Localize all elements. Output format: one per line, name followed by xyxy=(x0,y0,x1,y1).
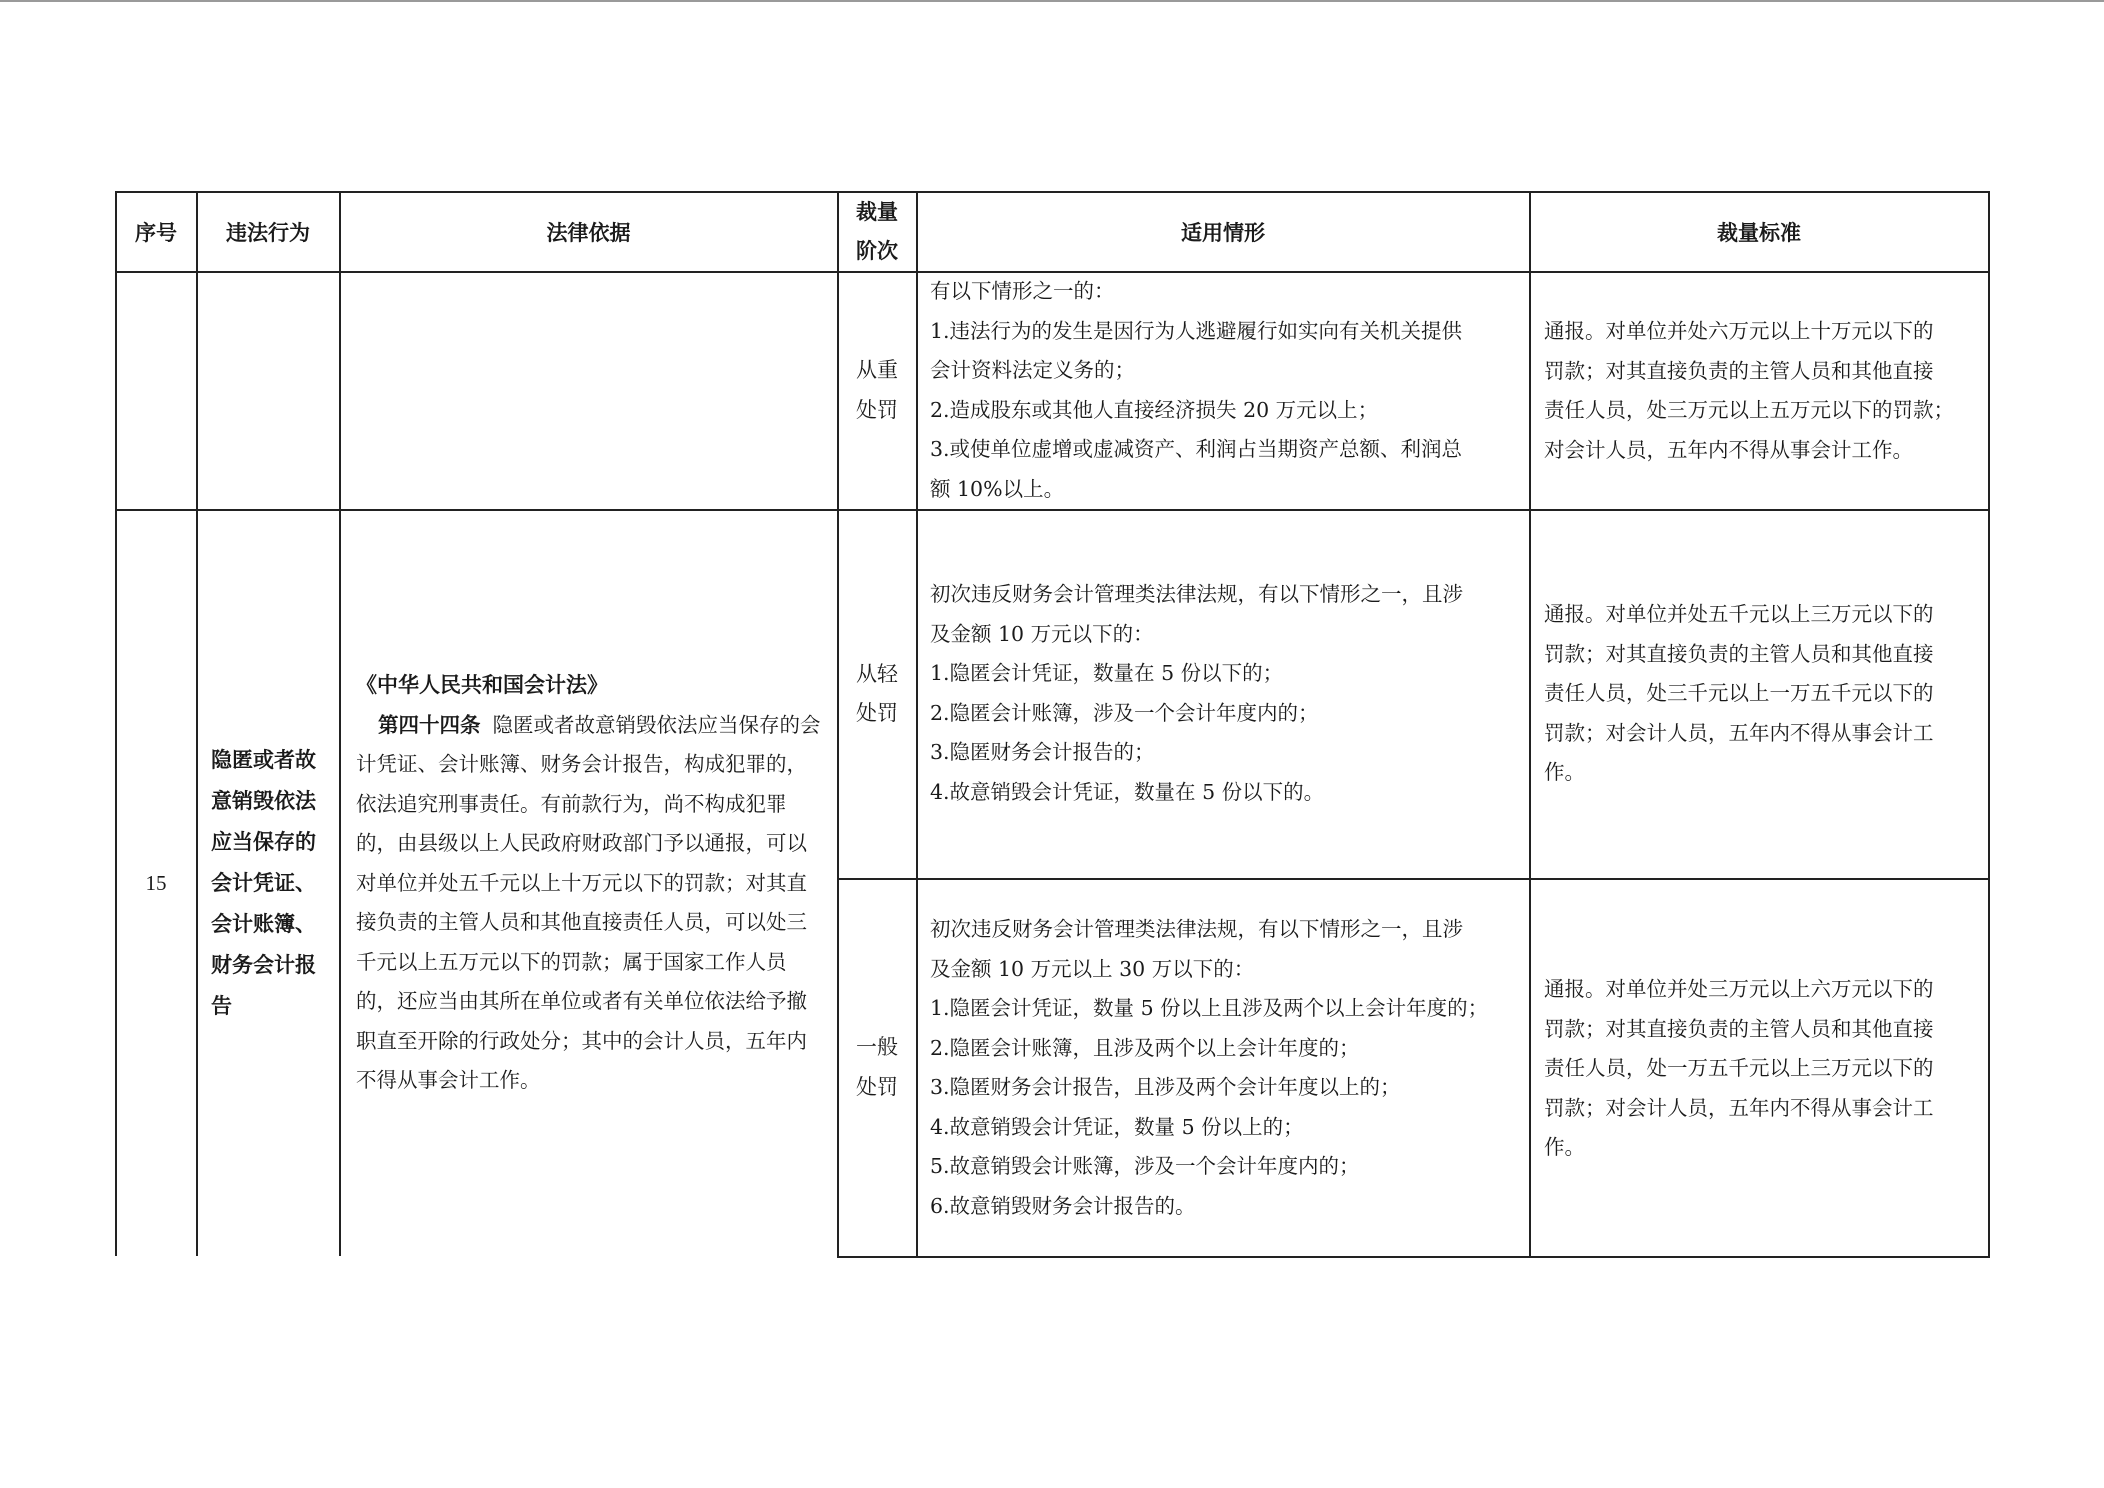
light-standard-line: 罚款；对其直接负责的主管人员和其他直接 xyxy=(1544,641,1934,666)
cont-situation-line: 额 10%以上。 xyxy=(930,476,1065,501)
light-situation-line: 初次违反财务会计管理类法律法规，有以下情形之一，且涉 xyxy=(930,582,1463,606)
header-situation xyxy=(917,192,1529,271)
cont-standard xyxy=(1544,312,1984,470)
basis-article-number: 第四十四条 xyxy=(378,712,481,737)
general-situation-line: 及金额 10 万元以上 30 万以下的： xyxy=(930,956,1255,981)
light-level-text: 从轻 处罚 xyxy=(856,661,898,725)
behavior-line: 会计账簿、 xyxy=(211,911,316,936)
header-standard-text: 裁量标准 xyxy=(1717,220,1801,245)
general-level xyxy=(838,879,916,1256)
light-standard-line: 作。 xyxy=(1544,760,1585,784)
row-divider xyxy=(115,509,1990,511)
cont-situation-line: 1.违法行为的发生是因行为人逃避履行如实向有关机关提供 xyxy=(930,318,1463,343)
cont-level xyxy=(838,272,916,509)
general-standard-line: 罚款；对其直接负责的主管人员和其他直接 xyxy=(1544,1016,1934,1041)
cont-situation xyxy=(930,272,1525,509)
general-standard-line: 责任人员，处一万五千元以上三万元以下的 xyxy=(1544,1056,1934,1080)
table-bottom-line xyxy=(837,1256,1990,1258)
general-level-text: 一般 处罚 xyxy=(856,1035,898,1099)
general-standard-line: 作。 xyxy=(1544,1135,1585,1159)
general-situation xyxy=(930,910,1525,1226)
general-situation-line: 5.故意销毁会计账簿，涉及一个会计年度内的； xyxy=(930,1154,1360,1178)
cont-standard-line: 对会计人员，五年内不得从事会计工作。 xyxy=(1544,437,1913,462)
header-level xyxy=(838,192,916,271)
sub-row-divider xyxy=(837,878,1990,880)
light-standard-line: 通报。对单位并处五千元以上三万元以下的 xyxy=(1544,602,1934,626)
header-situation-text: 适用情形 xyxy=(1181,220,1265,245)
general-standard-line: 通报。对单位并处三万元以上六万元以下的 xyxy=(1544,977,1934,1001)
light-level xyxy=(838,510,916,878)
general-situation-line: 3.隐匿财务会计报告，且涉及两个会计年度以上的； xyxy=(930,1075,1401,1099)
light-situation-line: 4.故意销毁会计凭证，数量在 5 份以下的。 xyxy=(930,779,1325,804)
row15-no xyxy=(116,510,196,1256)
cont-standard-line: 责任人员，处三万元以上五万元以下的罚款； xyxy=(1544,398,1954,422)
general-situation-line: 4.故意销毁会计凭证，数量 5 份以上的； xyxy=(930,1114,1304,1139)
cont-situation-line: 有以下情形之一的： xyxy=(930,279,1115,303)
row15-no-text: 15 xyxy=(145,870,167,895)
behavior-line: 隐匿或者故 xyxy=(211,747,316,772)
cont-situation-line: 会计资料法定义务的； xyxy=(930,358,1135,382)
light-standard-line: 责任人员，处三千元以上一万五千元以下的 xyxy=(1544,681,1934,705)
light-situation-line: 3.隐匿财务会计报告的； xyxy=(930,740,1155,764)
general-situation-line: 2.隐匿会计账簿，且涉及两个以上会计年度的； xyxy=(930,1035,1360,1060)
col-divider-4 xyxy=(916,191,918,1257)
light-standard xyxy=(1544,595,1984,793)
light-situation-line: 1.隐匿会计凭证，数量在 5 份以下的； xyxy=(930,661,1284,685)
behavior-line: 应当保存的 xyxy=(211,829,316,854)
table-border-right xyxy=(1988,191,1990,1257)
cont-standard-line: 通报。对单位并处六万元以上十万元以下的 xyxy=(1544,319,1934,343)
basis-paragraph xyxy=(356,713,821,1093)
behavior-line: 意销毁依法 xyxy=(211,788,316,813)
header-no-text: 序号 xyxy=(135,220,177,245)
header-no xyxy=(116,192,196,271)
light-situation xyxy=(930,575,1525,812)
header-standard xyxy=(1530,192,1988,271)
general-situation-line: 6.故意销毁财务会计报告的。 xyxy=(930,1193,1196,1218)
cont-situation-line: 2.造成股东或其他人直接经济损失 20 万元以上； xyxy=(930,397,1379,422)
page-top-border xyxy=(0,0,2104,2)
basis-law-title: 《中华人民共和国会计法》 xyxy=(356,673,608,697)
general-situation-line: 初次违反财务会计管理类法律法规，有以下情形之一，且涉 xyxy=(930,917,1463,941)
header-basis xyxy=(340,192,837,271)
row15-basis xyxy=(340,666,837,1101)
behavior-line: 财务会计报 xyxy=(211,952,316,977)
light-situation-line: 及金额 10 万元以下的： xyxy=(930,621,1154,646)
behavior-line: 告 xyxy=(211,993,232,1018)
cont-standard-line: 罚款；对其直接负责的主管人员和其他直接 xyxy=(1544,358,1934,383)
general-standard xyxy=(1544,970,1984,1168)
light-situation-line: 2.隐匿会计账簿，涉及一个会计年度内的； xyxy=(930,700,1319,725)
row15-behavior xyxy=(197,510,339,1256)
header-level-text: 裁量 阶次 xyxy=(856,199,898,263)
header-behavior-text: 违法行为 xyxy=(226,220,310,245)
general-situation-line: 1.隐匿会计凭证，数量 5 份以上且涉及两个以上会计年度的； xyxy=(930,996,1489,1020)
header-basis-text: 法律依据 xyxy=(546,220,631,245)
cont-level-text: 从重 处罚 xyxy=(856,358,898,422)
col-divider-5 xyxy=(1529,191,1531,1257)
basis-article-text: 隐匿或者故意销毁依法应当保存的会计凭证、会计账簿、财务会计报告，构成犯罪的，依法追究刑事责任。有前款行为，尚不构成犯罪的，由县级以上人民政府财政部门予以通报，可以对单位并处五千元以上十万元以下的罚款；对其直接负责的主管人员和其他直接责任人员，可以处三千元以上五万元以下的罚款；属于国家工作人员的，还应当由其所在单位或者有关单位依法给予撤职直至开除的行政处分；其中的会计人员，五年内不得从事会计工作。 xyxy=(356,712,821,1092)
light-standard-line: 罚款；对会计人员，五年内不得从事会计工 xyxy=(1544,720,1934,745)
header-behavior xyxy=(197,192,339,271)
cont-situation-line: 3.或使单位虚增或虚减资产、利润占当期资产总额、利润总 xyxy=(930,437,1463,461)
behavior-line: 会计凭证、 xyxy=(211,870,316,895)
general-standard-line: 罚款；对会计人员，五年内不得从事会计工 xyxy=(1544,1095,1934,1120)
